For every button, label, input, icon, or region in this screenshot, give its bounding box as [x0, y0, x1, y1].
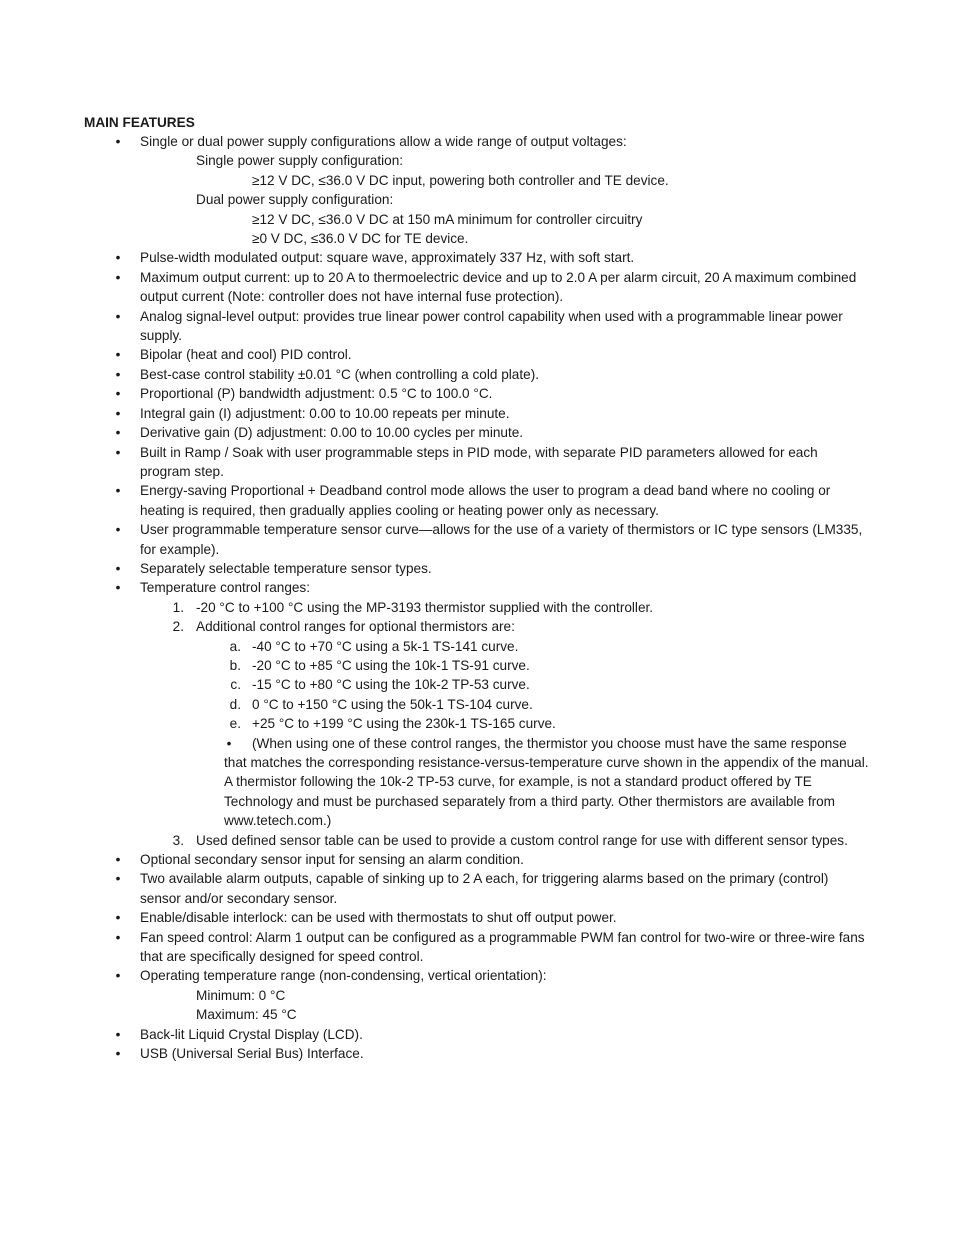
bullet-icon: •: [115, 250, 121, 266]
feature-max-current: Maximum output current: up to 20 A to thermoelectric device and up to 2.0 A per alarm circuit, 20 A maximum combined output current (Note: controller does not have internal fuse protection).: [140, 269, 857, 305]
list-item: [0, 908, 954, 927]
list-item: [0, 966, 954, 985]
list-item: [0, 1025, 954, 1044]
range-standard: -20 °C to +100 °C using the MP-3193 thermistor supplied with the controller.: [196, 599, 654, 615]
bullet-icon: •: [115, 483, 121, 499]
list-item: [0, 248, 954, 267]
list-item: [0, 307, 954, 346]
feature-fan-control: Fan speed control: Alarm 1 output can be configured as a programmable PWM fan control for two-wire or three-wire fans that are specifically designed for speed control.: [140, 929, 865, 965]
list-item: [0, 365, 954, 384]
feature-usb: USB (Universal Serial Bus) Interface.: [140, 1046, 364, 1062]
bullet-icon: •: [115, 347, 121, 363]
range-option-d: 0 °C to +150 °C using the 50k-1 TS-104 curve.: [252, 696, 533, 712]
list-item: [0, 345, 954, 364]
numbered-item: [0, 831, 954, 850]
bullet-icon: •: [115, 134, 121, 149]
list-item: [0, 1044, 954, 1063]
bullet-icon: •: [115, 444, 121, 460]
thermistor-note: (When using one of these control ranges, the thermistor you choose must have the same response that matches the corresponding resistance-versus-temperature curve shown in the appendix of the manual. A thermistor following the 10k-2 TP-53 curve, for example, is not a standard product offered by TE Technology and must be purchased separately from a third party. Other thermistors are available from www.tetech.com.): [224, 735, 869, 829]
item-number: 2.: [172, 619, 184, 635]
bullet-icon: •: [115, 366, 121, 382]
feature-bipolar: Bipolar (heat and cool) PID control.: [140, 347, 352, 363]
list-item: [0, 734, 954, 831]
bullet-icon: •: [115, 580, 121, 596]
bullet-icon: •: [115, 968, 121, 984]
list-item: [0, 404, 954, 423]
feature-temperature-ranges: Temperature control ranges:: [140, 580, 311, 596]
range-option-b: -20 °C to +85 °C using the 10k-1 TS-91 curve.: [252, 657, 530, 673]
list-item: [0, 850, 954, 869]
feature-secondary-sensor: Optional secondary sensor input for sensing an alarm condition.: [140, 852, 524, 868]
list-item: [0, 481, 954, 520]
feature-ramp-soak: Built in Ramp / Soak with user programmable steps in PID mode, with separate PID parameters allowed for each program step.: [140, 444, 818, 479]
dual-supply-label: Dual power supply configuration:: [196, 192, 394, 208]
operating-maximum: Maximum: 45 °C: [196, 1007, 297, 1023]
feature-stability: Best-case control stability ±0.01 °C (when controlling a cold plate).: [140, 366, 539, 382]
range-option-a: -40 °C to +70 °C using a 5k-1 TS-141 curve.: [252, 638, 519, 654]
item-number: 1.: [172, 599, 184, 615]
feature-alarm-outputs: Two available alarm outputs, capable of sinking up to 2 A each, for triggering alarms based on the primary (control) sensor and/or secondary sensor.: [140, 871, 829, 906]
feature-analog-output: Analog signal-level output: provides true linear power control capability when used with a programmable linear power supply.: [140, 308, 843, 344]
numbered-item: [0, 617, 954, 636]
feature-pwm: Pulse-width modulated output: square wave, approximately 337 Hz, with soft start.: [140, 250, 635, 266]
dual-supply-value-te: ≥0 V DC, ≤36.0 V DC for TE device.: [252, 231, 469, 247]
feature-derivative: Derivative gain (D) adjustment: 0.00 to 10.00 cycles per minute.: [140, 425, 524, 441]
list-item: [0, 423, 954, 442]
item-letter: c.: [230, 677, 241, 693]
feature-interlock: Enable/disable interlock: can be used with thermostats to shut off output power.: [140, 910, 617, 926]
item-letter: d.: [229, 696, 241, 712]
list-item: [0, 268, 954, 307]
lettered-item: [0, 656, 954, 675]
lettered-item: [0, 675, 954, 694]
list-item: [0, 869, 954, 908]
list-item: [0, 928, 954, 967]
feature-deadband: Energy-saving Proportional + Deadband control mode allows the user to program a dead band where no cooling or heating is required, then gradually applies cooling or heating power only as necessary.: [140, 483, 831, 518]
lettered-item: [0, 695, 954, 714]
feature-list: [0, 132, 954, 1064]
lettered-item: [0, 637, 954, 656]
feature-sensor-types: Separately selectable temperature sensor types.: [140, 560, 432, 576]
bullet-icon: •: [115, 269, 121, 285]
single-supply-label: Single power supply configuration:: [196, 153, 404, 169]
section-heading: MAIN FEATURES: [84, 115, 195, 130]
feature-operating-range: Operating temperature range (non-condensing, vertical orientation):: [140, 968, 547, 984]
list-item: [0, 578, 954, 597]
range-optional: Additional control ranges for optional thermistors are:: [196, 619, 515, 635]
bullet-icon: •: [115, 425, 121, 441]
bullet-icon: •: [115, 560, 121, 576]
bullet-icon: •: [115, 929, 121, 945]
bullet-icon: •: [115, 910, 121, 926]
bullet-icon: •: [115, 405, 121, 421]
bullet-icon: •: [226, 735, 232, 751]
bullet-icon: •: [115, 871, 121, 887]
range-option-e: +25 °C to +199 °C using the 230k-1 TS-165 curve.: [252, 716, 556, 732]
operating-minimum: Minimum: 0 °C: [196, 987, 286, 1003]
lettered-item: [0, 714, 954, 733]
single-supply-value: ≥12 V DC, ≤36.0 V DC input, powering both controller and TE device.: [252, 172, 669, 188]
dual-supply-value-controller: ≥12 V DC, ≤36.0 V DC at 150 mA minimum for controller circuitry: [252, 211, 643, 227]
list-item: [0, 559, 954, 578]
feature-sensor-curve: User programmable temperature sensor curve—allows for the use of a variety of thermistors or IC type sensors (LM335, for example).: [140, 522, 863, 557]
item-letter: b.: [229, 657, 241, 673]
item-letter: a.: [229, 638, 241, 654]
feature-power-supply: Single or dual power supply configurations allow a wide range of output voltages:: [140, 134, 627, 149]
list-item: [0, 384, 954, 403]
list-item: [0, 443, 954, 482]
range-custom-table: Used defined sensor table can be used to provide a custom control range for use with different sensor types.: [196, 832, 848, 848]
bullet-icon: •: [115, 1026, 121, 1042]
list-item: [0, 520, 954, 559]
feature-proportional: Proportional (P) bandwidth adjustment: 0.5 °C to 100.0 °C.: [140, 386, 493, 402]
numbered-item: [0, 598, 954, 617]
range-option-c: -15 °C to +80 °C using the 10k-2 TP-53 curve.: [252, 677, 530, 693]
item-number: 3.: [172, 832, 184, 848]
feature-lcd: Back-lit Liquid Crystal Display (LCD).: [140, 1026, 363, 1042]
bullet-icon: •: [115, 308, 121, 324]
list-item: [0, 132, 954, 151]
bullet-icon: •: [115, 522, 121, 538]
bullet-icon: •: [115, 852, 121, 868]
feature-integral: Integral gain (I) adjustment: 0.00 to 10.00 repeats per minute.: [140, 405, 510, 421]
bullet-icon: •: [115, 1046, 121, 1062]
item-letter: e.: [229, 716, 241, 732]
bullet-icon: •: [115, 386, 121, 402]
